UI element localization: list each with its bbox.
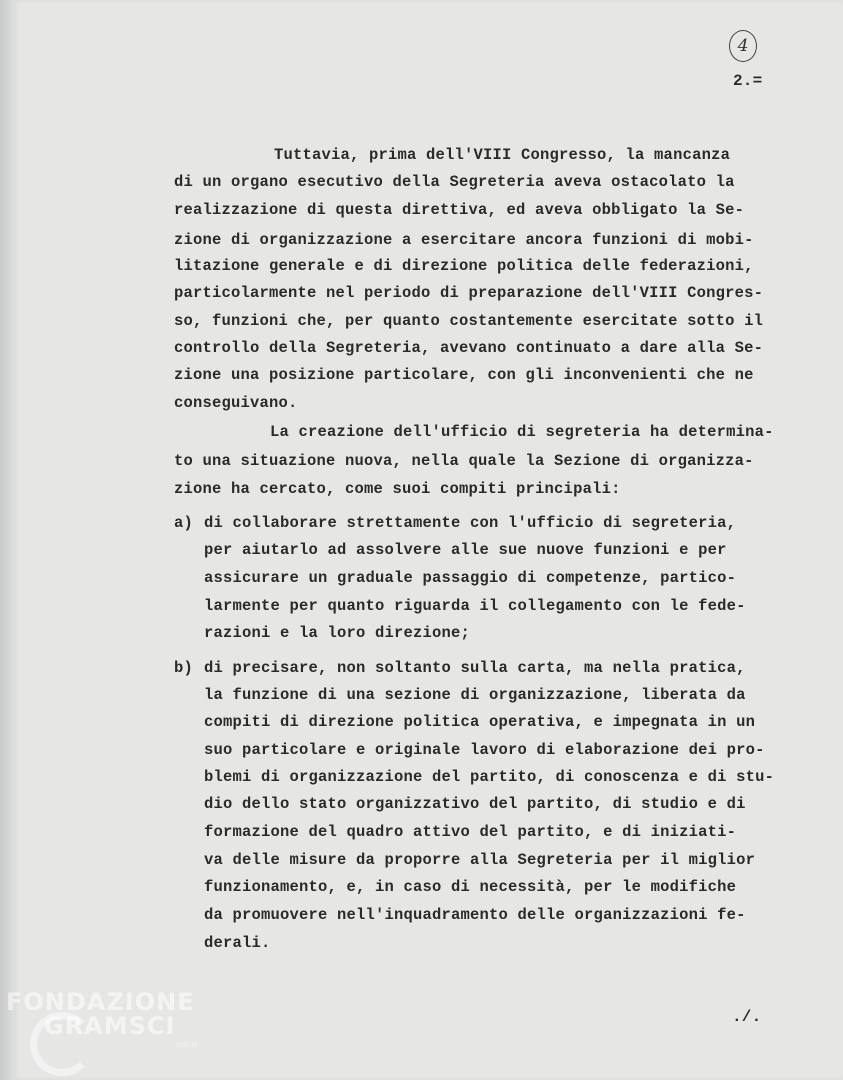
page-number: 2.=: [733, 72, 763, 90]
text-line: suo particolare e originale lavoro di elaborazione dei pro-: [204, 741, 765, 759]
text-line: so, funzioni che, per quanto costantemente esercitate sotto il: [174, 312, 764, 330]
text-line: particolarmente nel periodo di preparazione dell'VIII Congres-: [174, 284, 764, 302]
list-marker: a): [174, 514, 194, 532]
text-line: compiti di direzione politica operativa, e impegnata in un: [204, 713, 756, 731]
text-line: derali.: [204, 934, 271, 952]
list-marker: b): [174, 659, 194, 677]
text-line: da promuovere nell'inquadramento delle organizzazioni fe-: [204, 906, 746, 924]
text-line: formazione del quadro attivo del partito, e di iniziati-: [204, 823, 737, 841]
text-line: zione ha cercato, come suoi compiti principali:: [174, 480, 621, 498]
text-line: zione di organizzazione a esercitare ancora funzioni di mobi-: [174, 231, 754, 249]
text-line: Tuttavia, prima dell'VIII Congresso, la mancanza: [274, 146, 731, 164]
text-line: la funzione di una sezione di organizzazione, liberata da: [204, 686, 746, 704]
continuation-mark: ./.: [732, 1008, 762, 1026]
text-line: larmente per quanto riguarda il collegamento con le fede-: [204, 597, 746, 615]
text-line: assicurare un graduale passaggio di competenze, partico-: [204, 569, 737, 587]
text-line: to una situazione nuova, nella quale la Sezione di organizza-: [174, 452, 754, 470]
watermark-line1: FONDAZIONE: [6, 988, 195, 1016]
text-line: dio dello stato organizzativo del partito, di studio e di: [204, 795, 746, 813]
text-line: zione una posizione particolare, con gli inconvenienti che ne: [174, 366, 754, 384]
text-line: blemi di organizzazione del partito, di conoscenza e di stu-: [204, 768, 775, 786]
text-line: litazione generale e di direzione politica delle federazioni,: [174, 257, 754, 275]
watermark: [6, 988, 195, 1040]
text-line: controllo della Segreteria, avevano continuato a dare alla Se-: [174, 339, 764, 357]
text-line: funzionamento, e, in caso di necessità, per le modifiche: [204, 878, 737, 896]
text-line: di un organo esecutivo della Segreteria aveva ostacolato la: [174, 173, 735, 191]
watermark-small: onlus: [176, 1040, 198, 1049]
text-line: realizzazione di questa direttiva, ed aveva obbligato la Se-: [174, 201, 745, 219]
text-line: di precisare, non soltanto sulla carta, ma nella pratica,: [204, 659, 746, 677]
text-line: conseguivano.: [174, 394, 298, 412]
text-line: La creazione dell'ufficio di segreteria ha determina-: [270, 423, 774, 441]
text-line: per aiutarlo ad assolvere alle sue nuove funzioni e per: [204, 541, 727, 559]
text-line: va delle misure da proporre alla Segreteria per il miglior: [204, 851, 756, 869]
circled-page-number: 4: [729, 30, 757, 62]
text-line: di collaborare strettamente con l'ufficio di segreteria,: [204, 514, 737, 532]
watermark-line2: GRAMSCI: [44, 1012, 176, 1040]
text-line: razioni e la loro direzione;: [204, 624, 471, 642]
